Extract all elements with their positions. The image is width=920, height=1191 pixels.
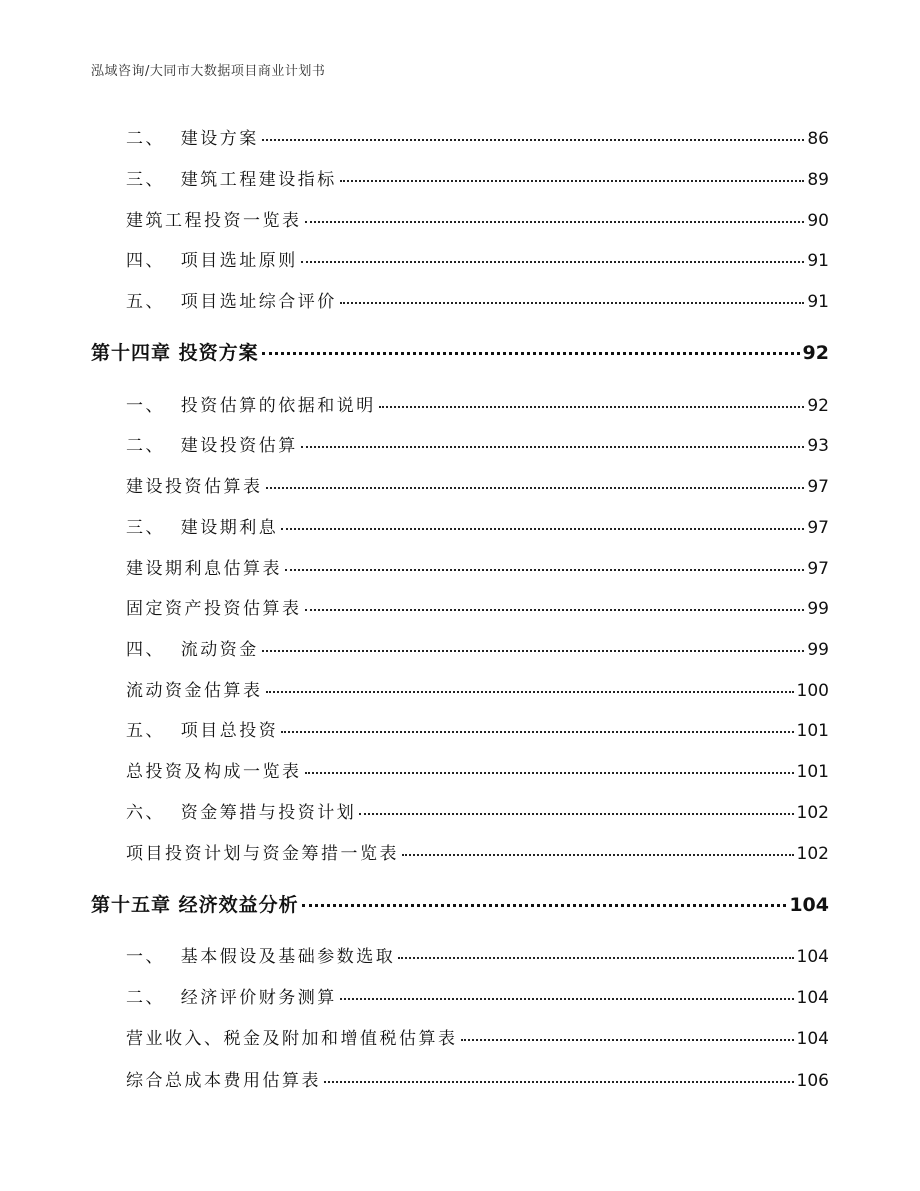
toc-entry[interactable] [0,1066,920,1090]
dot-leader [340,998,794,1000]
toc-entry-title: 建设投资估算表 [126,477,263,497]
toc-entry[interactable] [0,635,920,659]
toc-entry[interactable] [0,757,920,781]
toc-entry-page: 90 [807,211,829,231]
toc-entry-page: 97 [807,477,829,497]
toc-entry-title: 一、 基本假设及基础参数选取 [126,947,396,967]
toc-entry-page: 101 [796,762,829,782]
toc-chapter-entry[interactable] [0,890,920,914]
toc-entry[interactable] [0,287,920,311]
dot-leader [340,180,805,182]
toc-entry-title: 综合总成本费用估算表 [126,1071,321,1091]
toc-entry-title: 二、 建设投资估算 [126,436,298,456]
toc-entry-title: 二、 建设方案 [126,129,259,149]
dot-leader [262,352,800,355]
toc-entry-page: 104 [796,988,829,1008]
toc-entry-page: 106 [796,1071,829,1091]
dot-leader [398,957,793,959]
dot-leader [281,731,793,733]
toc-entry-title: 五、 项目选址综合评价 [126,292,337,312]
toc-entry-page: 91 [807,292,829,312]
toc-entry-page: 102 [796,803,829,823]
dot-leader [379,406,805,408]
toc-entry-title: 建设期利息估算表 [126,559,282,579]
toc-entry-page: 86 [807,129,829,149]
dot-leader [359,813,793,815]
toc-entry-page: 101 [796,721,829,741]
toc-chapter-title: 第十五章 经济效益分析 [91,894,299,916]
toc-entry-title: 二、 经济评价财务测算 [126,988,337,1008]
toc-entry-title: 总投资及构成一览表 [126,762,302,782]
dot-leader [301,261,805,263]
toc-chapter-page: 92 [802,342,829,364]
toc-entry[interactable] [0,472,920,496]
dot-leader [262,650,805,652]
toc-entry-title: 固定资产投资估算表 [126,599,302,619]
toc-entry-page: 99 [807,640,829,660]
toc-chapter-entry[interactable] [0,338,920,362]
toc-entry-title: 三、 建设期利息 [126,518,279,538]
toc-entry[interactable] [0,391,920,415]
toc-entry-page: 89 [807,170,829,190]
toc-entry[interactable] [0,513,920,537]
dot-leader [305,772,794,774]
toc-entry-title: 四、 项目选址原则 [126,251,298,271]
toc-entry-page: 104 [796,947,829,967]
toc-entry[interactable] [0,839,920,863]
toc-entry[interactable] [0,1024,920,1048]
dot-leader [266,487,805,489]
dot-leader [305,221,805,223]
dot-leader [402,854,794,856]
dot-leader [266,691,794,693]
toc-entry[interactable] [0,983,920,1007]
toc-entry-page: 93 [807,436,829,456]
toc-entry[interactable] [0,554,920,578]
dot-leader [301,446,805,448]
toc-entry-page: 99 [807,599,829,619]
toc-entry-title: 建筑工程投资一览表 [126,211,302,231]
dot-leader [281,528,804,530]
toc-entry[interactable] [0,246,920,270]
toc-entry[interactable] [0,206,920,230]
dot-leader [461,1039,794,1041]
toc-chapter-page: 104 [789,894,829,916]
dot-leader [285,569,804,571]
toc-entry-page: 102 [796,844,829,864]
dot-leader [324,1081,794,1083]
page-header: 泓域咨询/大同市大数据项目商业计划书 [91,64,326,79]
dot-leader [262,139,805,141]
dot-leader [305,609,805,611]
toc-entry-title: 流动资金估算表 [126,681,263,701]
toc-entry-title: 六、 资金筹措与投资计划 [126,803,357,823]
toc-entry-page: 91 [807,251,829,271]
dot-leader [302,904,787,907]
toc-entry-page: 104 [796,1029,829,1049]
toc-entry-title: 一、 投资估算的依据和说明 [126,396,376,416]
toc-entry[interactable] [0,594,920,618]
dot-leader [340,302,805,304]
toc-entry[interactable] [0,676,920,700]
toc-entry[interactable] [0,431,920,455]
toc-entry-page: 100 [796,681,829,701]
toc-entry[interactable] [0,942,920,966]
toc-entry-title: 三、 建筑工程建设指标 [126,170,337,190]
toc-entry[interactable] [0,798,920,822]
toc-entry-title: 营业收入、税金及附加和增值税估算表 [126,1029,458,1049]
toc-entry-title: 四、 流动资金 [126,640,259,660]
toc-entry-title: 五、 项目总投资 [126,721,279,741]
toc-entry-page: 92 [807,396,829,416]
toc-chapter-title: 第十四章 投资方案 [91,342,259,364]
toc-entry-title: 项目投资计划与资金筹措一览表 [126,844,399,864]
toc-entry[interactable] [0,716,920,740]
toc-entry-page: 97 [807,518,829,538]
toc-entry[interactable] [0,124,920,148]
toc-entry[interactable] [0,165,920,189]
toc-entry-page: 97 [807,559,829,579]
